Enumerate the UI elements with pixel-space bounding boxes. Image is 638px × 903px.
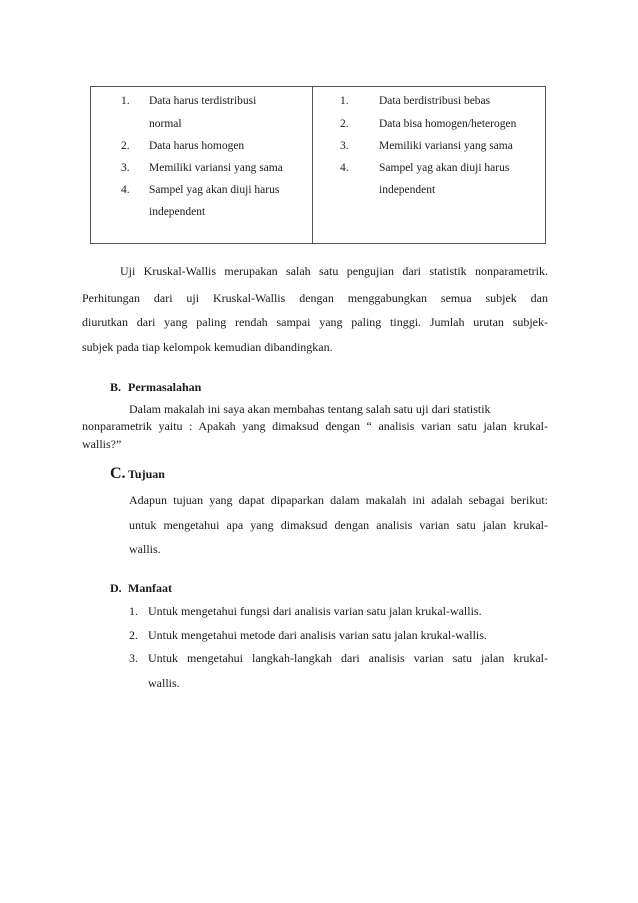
section-letter: D. — [110, 581, 122, 595]
paragraph-line: Perhitungan dari uji Kruskal-Wallis dengan menggabungkan semua subjek dan — [82, 291, 548, 305]
list-number: 1. — [340, 95, 349, 107]
list-text: independent — [379, 184, 436, 196]
section-letter: C. — [110, 465, 126, 482]
list-number: 4. — [121, 184, 130, 196]
paragraph-line: wallis?” — [82, 437, 122, 451]
list-text: normal — [149, 118, 182, 130]
list-text: Data harus homogen — [149, 140, 245, 152]
paragraph-line: nonparametrik yaitu : Apakah yang dimaksud dengan “ analisis varian satu jalan krukal- — [82, 419, 548, 433]
section-title: Manfaat — [128, 581, 172, 595]
list-text: Untuk mengetahui fungsi dari analisis varian satu jalan krukal-wallis. — [148, 604, 482, 618]
paragraph-line: Uji Kruskal-Wallis merupakan salah satu pengujian dari statistik nonparametrik. — [120, 264, 548, 278]
comparison-table — [90, 86, 546, 244]
list-number: 3. — [129, 651, 138, 665]
list-text: Data bisa homogen/heterogen — [379, 118, 517, 130]
list-text: Sampel yag akan diuji harus — [149, 184, 280, 196]
list-number: 2. — [121, 140, 130, 152]
paragraph-line: subjek pada tiap kelompok kemudian dibandingkan. — [82, 340, 333, 354]
section-title: Permasalahan — [128, 380, 202, 394]
list-text: Untuk mengetahui metode dari analisis varian satu jalan krukal-wallis. — [148, 628, 487, 642]
list-number: 3. — [340, 140, 349, 152]
paragraph-line: wallis. — [129, 542, 161, 556]
paragraph-line: Adapun tujuan yang dapat dipaparkan dalam makalah ini adalah sebagai berikut: — [129, 493, 548, 507]
section-letter: B. — [110, 380, 122, 394]
list-number: 2. — [340, 118, 349, 130]
list-text: independent — [149, 206, 206, 218]
list-text: Sampel yag akan diuji harus — [379, 162, 510, 174]
table-column-divider — [312, 87, 313, 243]
list-text: Data berdistribusi bebas — [379, 95, 491, 107]
section-heading-tujuan — [110, 465, 165, 483]
paragraph-line: Dalam makalah ini saya akan membahas tentang salah satu uji dari statistik — [129, 402, 491, 416]
paragraph-line: untuk mengetahui apa yang dimaksud dengan analisis varian satu jalan krukal- — [129, 518, 548, 532]
list-number: 2. — [129, 628, 138, 642]
list-text: Untuk mengetahui langkah-langkah dari analisis varian satu jalan krukal- — [148, 651, 548, 665]
section-title: Tujuan — [128, 467, 165, 481]
list-number: 4. — [340, 162, 349, 174]
paragraph-line: diurutkan dari yang paling rendah sampai yang paling tinggi. Jumlah urutan subjek- — [82, 315, 548, 329]
list-text: wallis. — [148, 676, 180, 690]
list-text: Memiliki variansi yang sama — [379, 140, 513, 152]
list-text: Data harus terdistribusi — [149, 95, 257, 107]
section-heading-manfaat — [110, 581, 172, 596]
list-number: 1. — [129, 604, 138, 618]
section-heading-permasalahan — [110, 380, 201, 395]
list-number: 1. — [121, 95, 130, 107]
list-number: 3. — [121, 162, 130, 174]
list-text: Memiliki variansi yang sama — [149, 162, 283, 174]
